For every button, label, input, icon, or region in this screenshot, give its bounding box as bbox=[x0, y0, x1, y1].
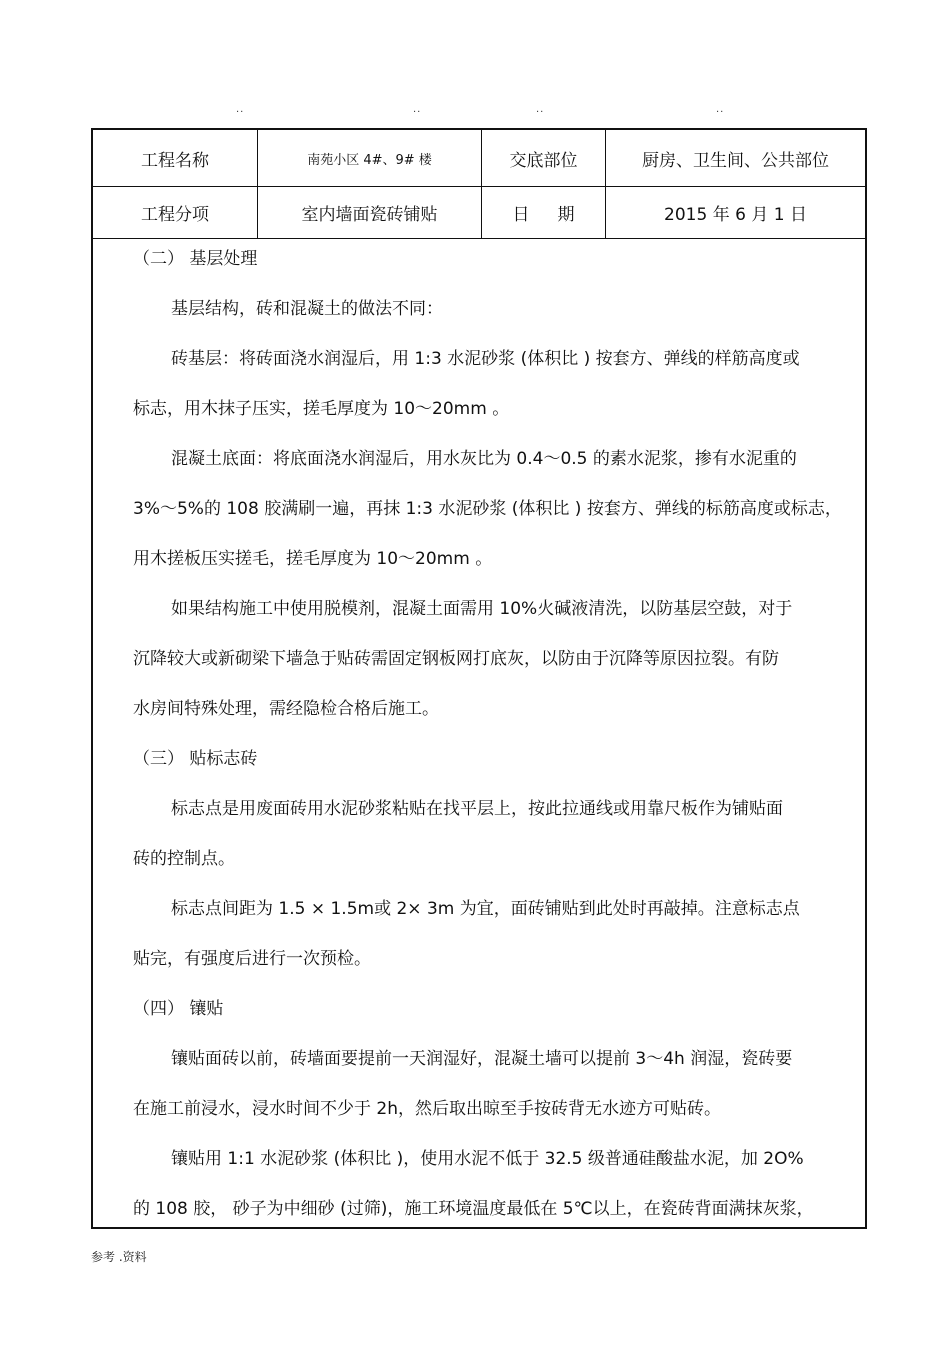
paragraph-line: 砖的控制点。 bbox=[133, 849, 235, 869]
paragraph-line: 砖基层：将砖面浇水润湿后，用 1:3 水泥砂浆 (体积比 ) 按套方、弹线的样筋高度或 bbox=[171, 349, 800, 369]
paragraph-line: 基层结构，砖和混凝土的做法不同： bbox=[171, 299, 443, 319]
header-mark: .. bbox=[536, 104, 545, 115]
paragraph-line: 的 108 胶， 砂子为中细砂 (过筛)，施工环境温度最低在 5℃以上，在瓷砖背面满抹灰浆， bbox=[133, 1199, 814, 1219]
section-heading: （二） 基层处理 bbox=[133, 249, 258, 269]
paragraph-line: 3%～5%的 108 胶满刷一遍，再抹 1:3 水泥砂浆 (体积比 ) 按套方、弹线的标筋高度或标志， bbox=[133, 499, 842, 519]
paragraph-line: 用木搓板压实搓毛，搓毛厚度为 10～20mm 。 bbox=[133, 549, 493, 569]
date-value: 2015 年 6 月 1 日 bbox=[664, 205, 807, 225]
section-heading: （四） 镶贴 bbox=[133, 999, 224, 1019]
paragraph-line: 标志点间距为 1.5 × 1.5m或 2× 3m 为宜，面砖铺贴到此处时再敲掉。注意标志点 bbox=[171, 899, 800, 919]
section-heading: （三） 贴标志砖 bbox=[133, 749, 258, 769]
header-mark: .. bbox=[236, 104, 245, 115]
paragraph-line: 镶贴面砖以前，砖墙面要提前一天润湿好，混凝土墙可以提前 3～4h 润湿，瓷砖要 bbox=[171, 1049, 793, 1069]
paragraph-line: 水房间特殊处理，需经隐检合格后施工。 bbox=[133, 699, 439, 719]
paragraph-line: 镶贴用 1:1 水泥砂浆 (体积比 )，使用水泥不低于 32.5 级普通硅酸盐水泥，加 2O% bbox=[171, 1149, 804, 1169]
page-footer: 参考 .资料 bbox=[91, 1250, 147, 1264]
paragraph-line: 混凝土底面：将底面浇水润湿后，用水灰比为 0.4～0.5 的素水泥浆，掺有水泥重的 bbox=[171, 449, 797, 469]
project-item-value: 室内墙面瓷砖铺贴 bbox=[258, 187, 482, 238]
project-name-label: 工程名称 bbox=[93, 130, 258, 186]
paragraph-line: 在施工前浸水，浸水时间不少于 2h，然后取出晾至手按砖背无水迹方可贴砖。 bbox=[133, 1099, 721, 1119]
project-item-label: 工程分项 bbox=[93, 187, 258, 238]
paragraph-line: 标志，用木抹子压实，搓毛厚度为 10～20mm 。 bbox=[133, 399, 510, 419]
date-label: 日期 bbox=[482, 187, 606, 238]
paragraph-line: 沉降较大或新砌梁下墙急于贴砖需固定钢板网打底灰，以防由于沉降等原因拉裂。有防 bbox=[133, 649, 779, 669]
table-row bbox=[93, 130, 865, 187]
disclosure-area-value: 厨房、卫生间、公共部位 bbox=[642, 150, 829, 171]
project-name-value: 南苑小区 4#、9# 楼 bbox=[258, 130, 482, 186]
header-mark: .. bbox=[413, 104, 422, 115]
table-row bbox=[93, 187, 865, 239]
paragraph-line: 标志点是用废面砖用水泥砂浆粘贴在找平层上，按此拉通线或用靠尺板作为铺贴面 bbox=[171, 799, 783, 819]
disclosure-table bbox=[91, 128, 867, 1229]
header-mark: .. bbox=[716, 104, 725, 115]
disclosure-area-label: 交底部位 bbox=[482, 130, 606, 186]
paragraph-line: 如果结构施工中使用脱模剂，混凝土面需用 10%火碱液清洗，以防基层空鼓，对于 bbox=[171, 599, 793, 619]
paragraph-line: 贴完，有强度后进行一次预检。 bbox=[133, 949, 371, 969]
